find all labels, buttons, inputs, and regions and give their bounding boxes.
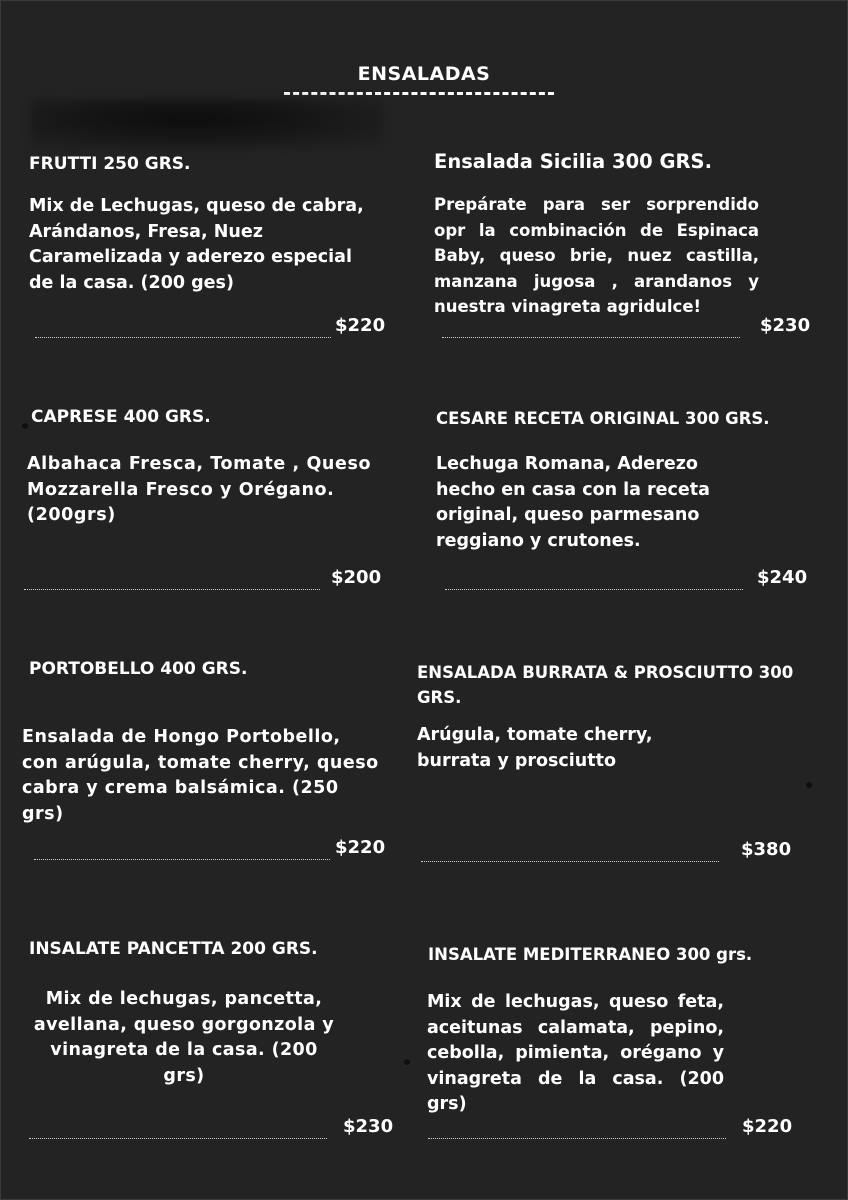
item-name: ENSALADA BURRATA & PROSCIUTTO 300 GRS.	[417, 663, 794, 707]
item-description: Prepárate para ser sorprendido opr la combinación de Espinaca Baby, queso brie, nuez castilla, manzana jugosa , arandanos y nuestra vinagreta agridulce!	[434, 195, 759, 316]
item-price: $200	[331, 567, 382, 588]
item-price: $230	[343, 1116, 394, 1137]
item-name: INSALATE PANCETTA 200 GRS.	[29, 939, 318, 959]
section-title: ENSALADAS	[357, 63, 491, 85]
item-price: $380	[741, 839, 792, 860]
item-leader-line	[445, 589, 743, 590]
item-price: $220	[335, 837, 386, 858]
item-name: PORTOBELLO 400 GRS.	[29, 659, 248, 679]
item-leader-line	[35, 337, 331, 338]
item-name: CAPRESE 400 GRS.	[31, 407, 211, 427]
item-description: Mix de lechugas, pancetta, avellana, queso gorgonzola y vinagreta de la casa. (200 grs)	[33, 989, 335, 1086]
title-underline	[284, 92, 554, 95]
item-description: Ensalada de Hongo Portobello, con arúgula, tomate cherry, queso cabra y crema balsámica. (250 grs)	[22, 727, 379, 824]
blurred-smudge	[31, 99, 383, 149]
item-description: Mix de Lechugas, queso de cabra, Arándanos, Fresa, Nuez Caramelizada y aderezo especial de la casa. (200 ges)	[29, 196, 364, 293]
item-leader-line	[24, 589, 320, 590]
item-name: INSALATE MEDITERRANEO 300 grs.	[428, 945, 753, 964]
item-leader-line	[421, 861, 719, 862]
item-leader-line	[29, 1138, 327, 1139]
item-leader-line	[34, 859, 330, 860]
item-leader-line	[442, 337, 740, 338]
item-leader-line	[428, 1138, 726, 1139]
item-description: Lechuga Romana, Aderezo hecho en casa con la receta original, queso parmesano reggiano y crutones.	[436, 454, 710, 551]
decorative-dot	[404, 1059, 410, 1065]
item-description: Mix de lechugas, queso feta, aceitunas calamata, pepino, cebolla, pimienta, orégano y vinagreta de la casa. (200 grs)	[427, 992, 724, 1114]
item-description: Albahaca Fresca, Tomate , Queso Mozzarella Fresco y Orégano. (200grs)	[27, 454, 372, 525]
item-name: CESARE RECETA ORIGINAL 300 GRS.	[436, 409, 770, 428]
item-price: $220	[742, 1116, 793, 1137]
item-price: $230	[760, 315, 811, 336]
decorative-dot	[806, 782, 812, 788]
item-name: FRUTTI 250 GRS.	[29, 154, 191, 174]
item-price: $220	[335, 315, 386, 336]
item-description: Arúgula, tomate cherry, burrata y prosciutto	[417, 725, 653, 771]
item-name: Ensalada Sicilia 300 GRS.	[434, 150, 712, 173]
item-price: $240	[757, 567, 808, 588]
decorative-dot	[22, 423, 28, 429]
